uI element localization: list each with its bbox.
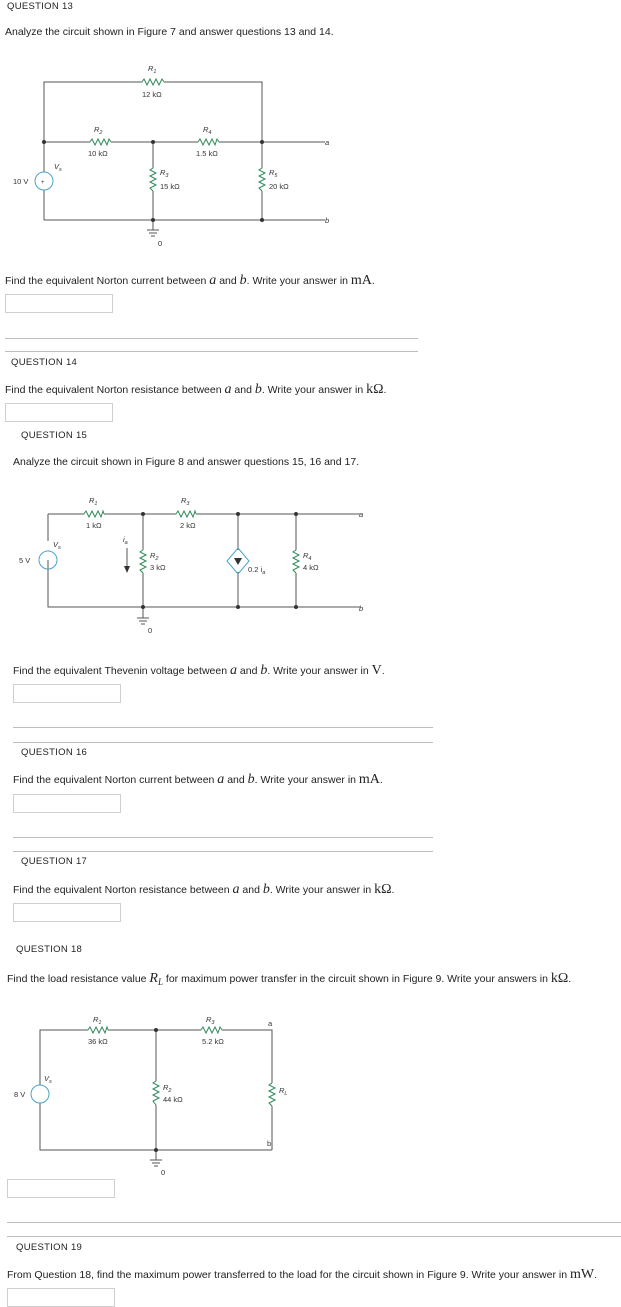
q15-header: QUESTION 15 <box>21 430 88 441</box>
q19-answer-input[interactable] <box>7 1288 115 1307</box>
node-b-label: b <box>325 216 330 225</box>
q14-question: Find the equivalent Norton resistance between a and b. Write your answer in kΩ. <box>5 382 387 397</box>
r4-value: 4 kΩ <box>303 563 319 572</box>
r2-resistor <box>140 550 146 573</box>
r4-label: $R_4$ <box>203 125 212 136</box>
source-label: 8 V <box>14 1090 26 1099</box>
node-b-label: b <box>267 1139 272 1148</box>
vs-label: $V_s$ <box>44 1074 52 1085</box>
ground-label: 0 <box>148 626 153 635</box>
node-a-label: a <box>359 510 364 519</box>
r2-label: $R_2$ <box>94 125 103 136</box>
r4-label: $R_4$ <box>303 551 312 562</box>
r3-label: $R_3$ <box>206 1015 215 1026</box>
node-b-label: b <box>359 604 364 613</box>
q17-question: Find the equivalent Norton resistance between a and b. Write your answer in kΩ. <box>13 882 395 897</box>
divider <box>5 338 418 339</box>
r2-value: 44 kΩ <box>163 1095 183 1104</box>
figure-8-circuit <box>0 490 380 650</box>
r5-resistor <box>259 168 265 191</box>
rl-resistor <box>269 1083 275 1106</box>
r1-label: $R_1$ <box>148 64 157 75</box>
q15-question: Find the equivalent Thevenin voltage between a and b. Write your answer in V. <box>13 663 385 678</box>
q19-question: From Question 18, find the maximum power transferred to the load for the circuit shown in Figure 9. Write your answer in mW. <box>7 1267 597 1282</box>
r3-value: 15 kΩ <box>160 182 180 191</box>
q18-answer-input[interactable] <box>7 1179 115 1198</box>
divider <box>13 742 433 743</box>
node-a-label: a <box>325 138 330 147</box>
vs-label: $V_s$ <box>53 540 61 551</box>
r2-label: $R_2$ <box>163 1083 172 1094</box>
q13-intro: Analyze the circuit shown in Figure 7 and answer questions 13 and 14. <box>5 26 334 38</box>
r2-resistor <box>90 139 111 145</box>
q17-answer-input[interactable] <box>13 903 121 922</box>
q14-answer-input[interactable] <box>5 403 113 422</box>
divider <box>7 1236 621 1237</box>
r2-value: 10 kΩ <box>88 149 108 158</box>
divider <box>5 351 418 352</box>
q16-header: QUESTION 16 <box>21 747 88 758</box>
q18-header: QUESTION 18 <box>16 944 83 955</box>
r2-label: $R_2$ <box>150 551 159 562</box>
figure-9-circuit <box>0 1005 300 1180</box>
node-a-label: a <box>268 1019 273 1028</box>
r5-label: $R_5$ <box>269 168 278 179</box>
divider <box>13 851 433 852</box>
r1-resistor <box>142 79 164 85</box>
rl-label: $R_L$ <box>279 1086 288 1097</box>
r1-value: 12 kΩ <box>142 90 162 99</box>
svg-text:+: + <box>41 180 45 186</box>
r3-label: $R_3$ <box>181 496 190 507</box>
dependent-source-label: 0.2 $i_a$ <box>248 565 266 576</box>
divider <box>13 837 433 838</box>
r1-label: $R_1$ <box>93 1015 102 1026</box>
r2-resistor <box>153 1081 159 1105</box>
divider <box>13 727 433 728</box>
q14-header: QUESTION 14 <box>11 357 78 368</box>
r1-value: 1 kΩ <box>86 521 102 530</box>
divider <box>7 1222 621 1223</box>
figure-7-circuit <box>0 55 340 260</box>
q15-answer-input[interactable] <box>13 684 121 703</box>
ground-label: 0 <box>158 239 163 248</box>
ia-label: $i_a$ <box>123 535 128 546</box>
r1-label: $R_1$ <box>89 496 98 507</box>
q13-question: Find the equivalent Norton current between a and b. Write your answer in mA. <box>5 273 375 288</box>
ground-label: 0 <box>161 1168 166 1177</box>
voltage-source <box>31 1085 49 1103</box>
q16-question: Find the equivalent Norton current between a and b. Write your answer in mA. <box>13 772 383 787</box>
r3-value: 5.2 kΩ <box>202 1037 224 1046</box>
q13-header: QUESTION 13 <box>7 1 74 12</box>
r1-value: 36 kΩ <box>88 1037 108 1046</box>
r5-value: 20 kΩ <box>269 182 289 191</box>
r4-value: 1.5 kΩ <box>196 149 218 158</box>
r3-label: $R_3$ <box>160 168 169 179</box>
q18-question: Find the load resistance value $R_L$ for maximum power transfer in the circuit shown in Figure 9. Write your answers in kΩ. <box>7 971 572 988</box>
r3-resistor <box>150 168 156 191</box>
q13-answer-input[interactable] <box>5 294 113 313</box>
q15-intro: Analyze the circuit shown in Figure 8 and answer questions 15, 16 and 17. <box>13 456 360 468</box>
r4-resistor <box>198 139 219 145</box>
r3-resistor <box>201 1027 222 1033</box>
q19-header: QUESTION 19 <box>16 1242 83 1253</box>
source-label: 5 V <box>19 556 31 565</box>
r2-value: 3 kΩ <box>150 563 166 572</box>
q17-header: QUESTION 17 <box>21 856 88 867</box>
q16-answer-input[interactable] <box>13 794 121 813</box>
vs-label: $V_s$ <box>54 162 62 173</box>
r3-resistor <box>176 511 196 517</box>
source-label: 10 V <box>13 177 29 186</box>
r1-resistor <box>84 511 104 517</box>
r4-resistor <box>293 550 299 573</box>
r1-resistor <box>88 1027 108 1033</box>
r3-value: 2 kΩ <box>180 521 196 530</box>
